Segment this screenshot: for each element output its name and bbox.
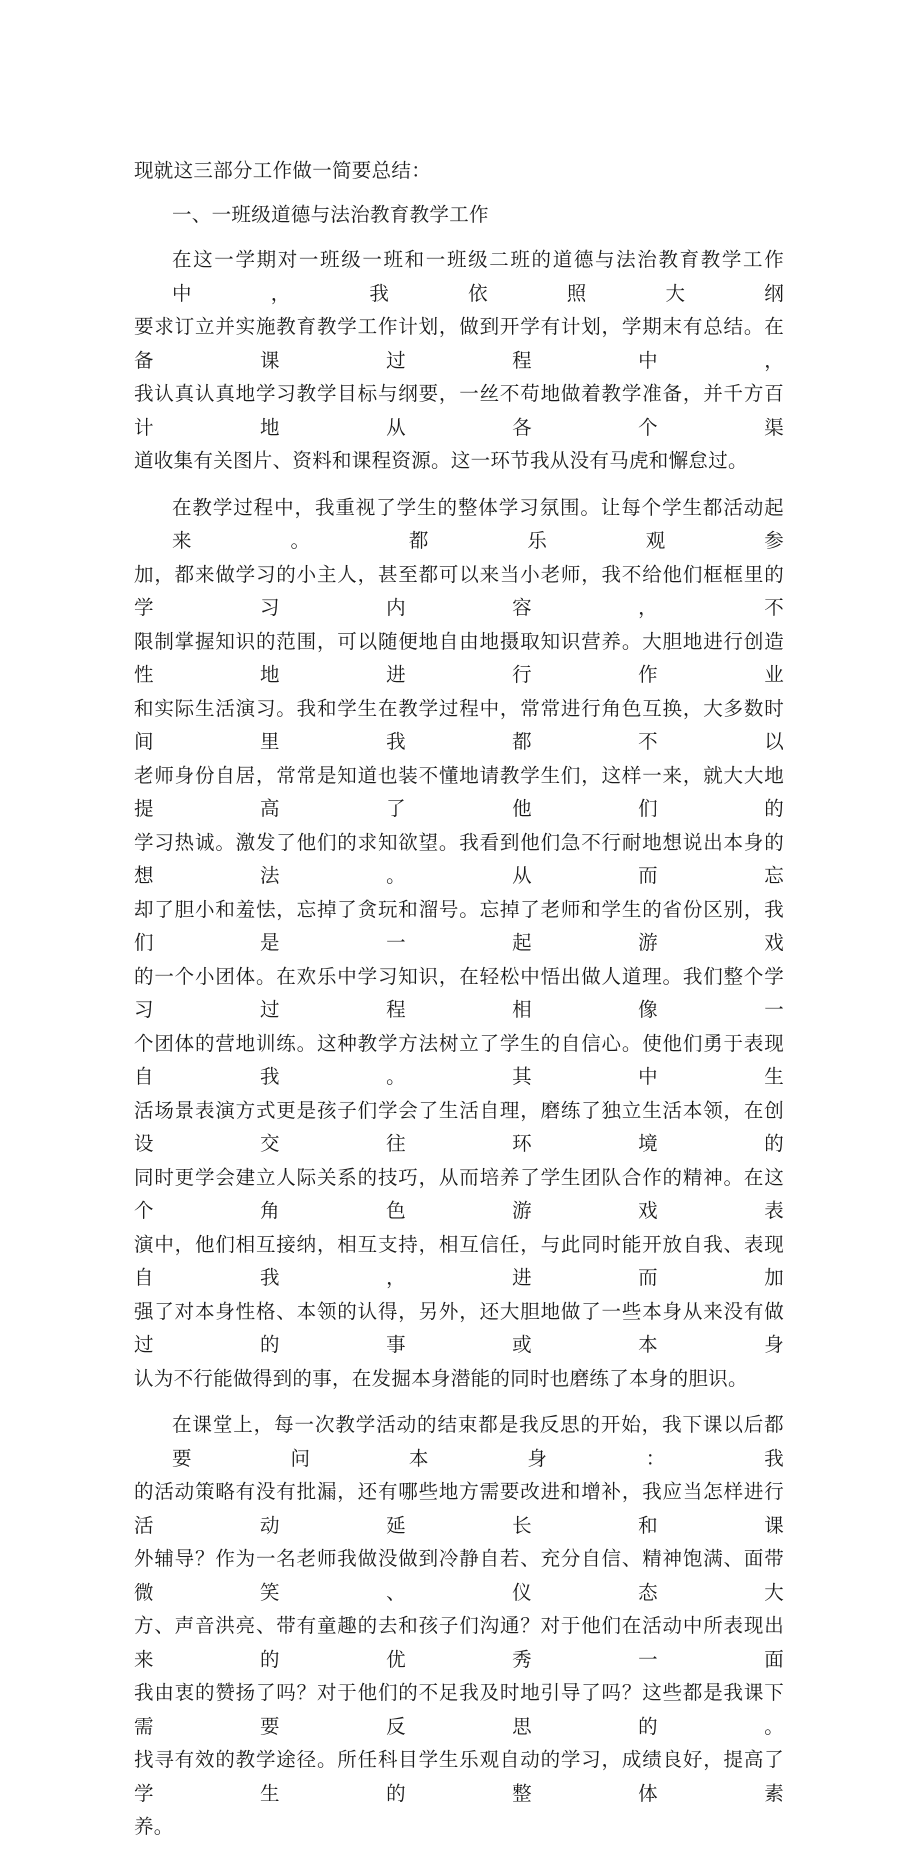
paragraph-line: 在这一学期对一班级一班和一班级二班的道德与法治教育教学工作中，我依照大纲	[172, 248, 784, 305]
paragraph-line: 的活动策略有没有批漏，还有哪些地方需要改进和增补，我应当怎样进行活动延长和课	[134, 1480, 784, 1537]
paragraph-line: 限制掌握知识的范围，可以随便地自由地摄取知识营养。大胆地进行创造性地进行作业	[134, 629, 784, 686]
paragraph-line: 我由衷的赞扬了吗？对于他们的不足我及时地引导了吗？这些都是我课下需要反思的。	[134, 1681, 784, 1738]
paragraph-line: 养。	[134, 1815, 174, 1838]
paragraph-line: 和实际生活演习。我和学生在教学过程中，常常进行角色互换，大多数时间里我都不以	[134, 696, 784, 753]
paragraph-1	[134, 243, 784, 478]
paragraph-line: 演中，他们相互接纳，相互支持，相互信任，与此同时能开放自我、表现自我，进而加	[134, 1232, 784, 1289]
paragraph-line: 却了胆小和羞怯，忘掉了贪玩和溜号。忘掉了老师和学生的省份区别，我们是一起游戏	[134, 897, 784, 954]
paragraph-line: 学习热诚。激发了他们的求知欲望。我看到他们急不行耐地想说出本身的想法。从而忘	[134, 830, 784, 887]
paragraph-line: 道收集有关图片、资料和课程资源。这一环节我从没有马虎和懈怠过。	[134, 449, 748, 472]
paragraph-line: 在教学过程中，我重视了学生的整体学习氛围。让每个学生都活动起来。都乐观参	[172, 495, 784, 552]
document-page	[134, 154, 784, 1857]
paragraph-2	[134, 491, 784, 1396]
paragraph-line: 认为不行能做得到的事，在发掘本身潜能的同时也磨练了本身的胆识。	[134, 1366, 748, 1390]
paragraph-line: 同时更学会建立人际关系的技巧，从而培养了学生团队合作的精神。在这个角色游戏表	[134, 1165, 784, 1222]
paragraph-line: 个团体的营地训练。这种教学方法树立了学生的自信心。使他们勇于表现自我。其中生	[134, 1031, 784, 1088]
paragraph-line: 活场景表演方式更是孩子们学会了生活自理，磨练了独立生活本领，在创设交往环境的	[134, 1098, 784, 1155]
paragraph-line: 我认真认真地学习教学目标与纲要，一丝不苟地做着教学准备，并千方百计地从各个渠	[134, 382, 784, 439]
paragraph-line: 强了对本身性格、本领的认得，另外，还大胆地做了一些本身从来没有做过的事或本身	[134, 1299, 784, 1356]
paragraph-line: 的一个小团体。在欢乐中学习知识，在轻松中悟出做人道理。我们整个学习过程相像一	[134, 964, 784, 1021]
paragraph-line: 方、声音洪亮、带有童趣的去和孩子们沟通？对于他们在活动中所表现出来的优秀一面	[134, 1614, 784, 1671]
paragraph-line: 老师身份自居，常常是知道也装不懂地请教学生们，这样一来，就大大地提高了他们的	[134, 763, 784, 820]
paragraph-3	[134, 1408, 784, 1844]
paragraph-line: 要求订立并实施教育教学工作计划，做到开学有计划，学期末有总结。在备课过程中，	[134, 315, 784, 372]
paragraph-line: 外辅导？作为一名老师我做没做到冷静自若、充分自信、精神饱满、面带微笑、仪态大	[134, 1547, 784, 1604]
paragraph-line: 在课堂上，每一次教学活动的结束都是我反思的开始，我下课以后都要问本身：我	[172, 1413, 784, 1470]
section-heading: 一、一班级道德与法治教育教学工作	[172, 202, 489, 226]
paragraph-line: 加，都来做学习的小主人，甚至都可以来当小老师，我不给他们框框里的学习内容，不	[134, 562, 784, 619]
intro-line: 现就这三部分工作做一简要总结：	[134, 159, 432, 182]
paragraph-line: 找寻有效的教学途径。所任科目学生乐观自动的学习，成绩良好，提高了学生的整体素	[134, 1748, 784, 1805]
